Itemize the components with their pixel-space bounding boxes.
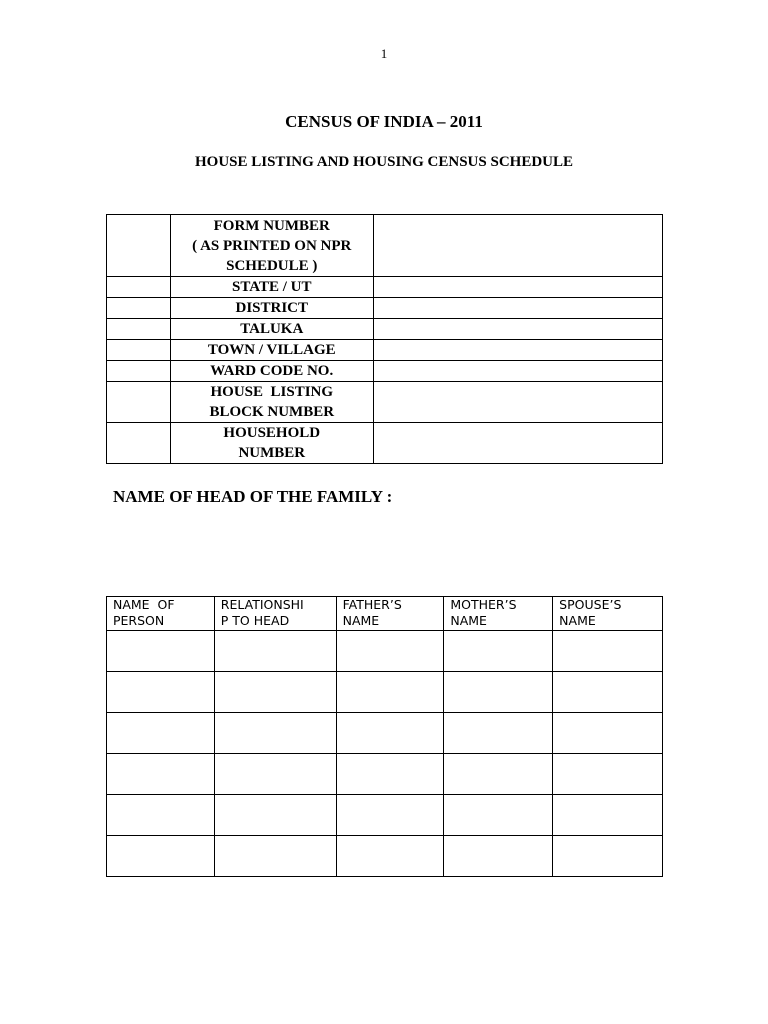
info-value-field[interactable]: [373, 277, 662, 298]
info-value-field[interactable]: [373, 215, 662, 277]
info-label-cell: [170, 361, 373, 382]
info-label-cell: [170, 340, 373, 361]
member-entry-field[interactable]: [553, 754, 663, 795]
member-header-line: NAME: [450, 613, 487, 628]
member-entry-field[interactable]: [553, 672, 663, 713]
member-entry-field[interactable]: [214, 795, 336, 836]
family-members-table: [106, 596, 663, 877]
info-label-line: FORM NUMBER: [213, 217, 330, 234]
info-row: [107, 298, 663, 319]
info-row: [107, 340, 663, 361]
member-row: [107, 754, 663, 795]
info-blank-cell: [107, 340, 171, 361]
info-row: [107, 277, 663, 298]
member-entry-field[interactable]: [444, 713, 553, 754]
info-label-line: DISTRICT: [235, 300, 309, 316]
member-entry-field[interactable]: [553, 795, 663, 836]
info-value-field[interactable]: [373, 423, 662, 464]
head-of-family-label: NAME OF HEAD OF THE FAMILY :: [113, 487, 393, 506]
info-label-cell: [170, 215, 373, 277]
member-entry-field[interactable]: [444, 672, 553, 713]
info-blank-cell: [107, 382, 171, 423]
member-entry-field[interactable]: [107, 754, 215, 795]
page-number: 1: [380, 46, 388, 61]
info-blank-cell: [107, 277, 171, 298]
member-column-header: [107, 597, 215, 631]
member-entry-field[interactable]: [107, 795, 215, 836]
info-label-cell: [170, 277, 373, 298]
member-header-line: RELATIONSHI: [220, 597, 304, 612]
member-entry-field[interactable]: [336, 713, 444, 754]
member-entry-field[interactable]: [214, 631, 336, 672]
member-entry-field[interactable]: [107, 836, 215, 877]
info-label-cell: [170, 423, 373, 464]
info-value-field[interactable]: [373, 319, 662, 340]
info-value-field[interactable]: [373, 340, 662, 361]
member-entry-field[interactable]: [336, 836, 444, 877]
member-header-line: NAME: [342, 613, 380, 628]
member-entry-field[interactable]: [214, 713, 336, 754]
member-column-header: [214, 597, 336, 631]
member-row: [107, 713, 663, 754]
member-entry-field[interactable]: [444, 754, 553, 795]
info-label-line: TALUKA: [240, 321, 304, 337]
info-row: [107, 361, 663, 382]
member-entry-field[interactable]: [107, 631, 215, 672]
member-row: [107, 672, 663, 713]
member-header-row: [107, 597, 663, 631]
member-entry-field[interactable]: [214, 754, 336, 795]
member-entry-field[interactable]: [107, 713, 215, 754]
member-entry-field[interactable]: [214, 836, 336, 877]
member-entry-field[interactable]: [336, 754, 444, 795]
info-label-line: BLOCK NUMBER: [209, 404, 335, 420]
page-subtitle: HOUSE LISTING AND HOUSING CENSUS SCHEDULE: [194, 154, 574, 170]
info-label-cell: [170, 319, 373, 340]
info-blank-cell: [107, 215, 171, 277]
member-header-line: PERSON: [113, 613, 165, 628]
member-entry-field[interactable]: [214, 672, 336, 713]
info-label-line: NUMBER: [238, 445, 306, 461]
info-value-field[interactable]: [373, 298, 662, 319]
member-entry-field[interactable]: [444, 795, 553, 836]
member-header-line: MOTHER’S: [450, 597, 517, 612]
info-label-line: HOUSEHOLD: [223, 425, 321, 441]
info-label-line: TOWN / VILLAGE: [207, 342, 336, 358]
member-column-header: [336, 597, 444, 631]
member-header-line: NAME OF: [113, 597, 175, 612]
member-entry-field[interactable]: [336, 672, 444, 713]
info-value-field[interactable]: [373, 382, 662, 423]
member-header-line: P TO HEAD: [220, 613, 290, 628]
info-label-line: WARD CODE NO.: [210, 363, 334, 379]
info-blank-cell: [107, 423, 171, 464]
member-entry-field[interactable]: [336, 795, 444, 836]
member-entry-field[interactable]: [107, 672, 215, 713]
info-row: [107, 423, 663, 464]
member-entry-field[interactable]: [553, 631, 663, 672]
member-header-line: SPOUSE’S: [559, 597, 622, 612]
member-entry-field[interactable]: [553, 836, 663, 877]
info-row: [107, 382, 663, 423]
info-row: [107, 319, 663, 340]
member-entry-field[interactable]: [444, 836, 553, 877]
info-label-line: SCHEDULE ): [226, 257, 318, 274]
member-entry-field[interactable]: [444, 631, 553, 672]
info-label-line: HOUSE LISTING: [210, 384, 334, 400]
info-blank-cell: [107, 361, 171, 382]
member-entry-field[interactable]: [336, 631, 444, 672]
member-header-line: FATHER’S: [342, 597, 402, 612]
info-blank-cell: [107, 298, 171, 319]
page-title: CENSUS OF INDIA – 2011: [285, 112, 483, 131]
info-label-cell: [170, 298, 373, 319]
info-label-cell: [170, 382, 373, 423]
info-blank-cell: [107, 319, 171, 340]
member-entry-field[interactable]: [553, 713, 663, 754]
member-column-header: [444, 597, 553, 631]
member-row: [107, 836, 663, 877]
household-info-table: [106, 214, 663, 464]
info-label-line: ( AS PRINTED ON NPR: [192, 237, 352, 254]
member-column-header: [553, 597, 663, 631]
member-header-line: NAME: [559, 613, 596, 628]
member-row: [107, 631, 663, 672]
info-value-field[interactable]: [373, 361, 662, 382]
member-row: [107, 795, 663, 836]
info-row: [107, 215, 663, 277]
info-label-line: STATE / UT: [232, 279, 312, 295]
